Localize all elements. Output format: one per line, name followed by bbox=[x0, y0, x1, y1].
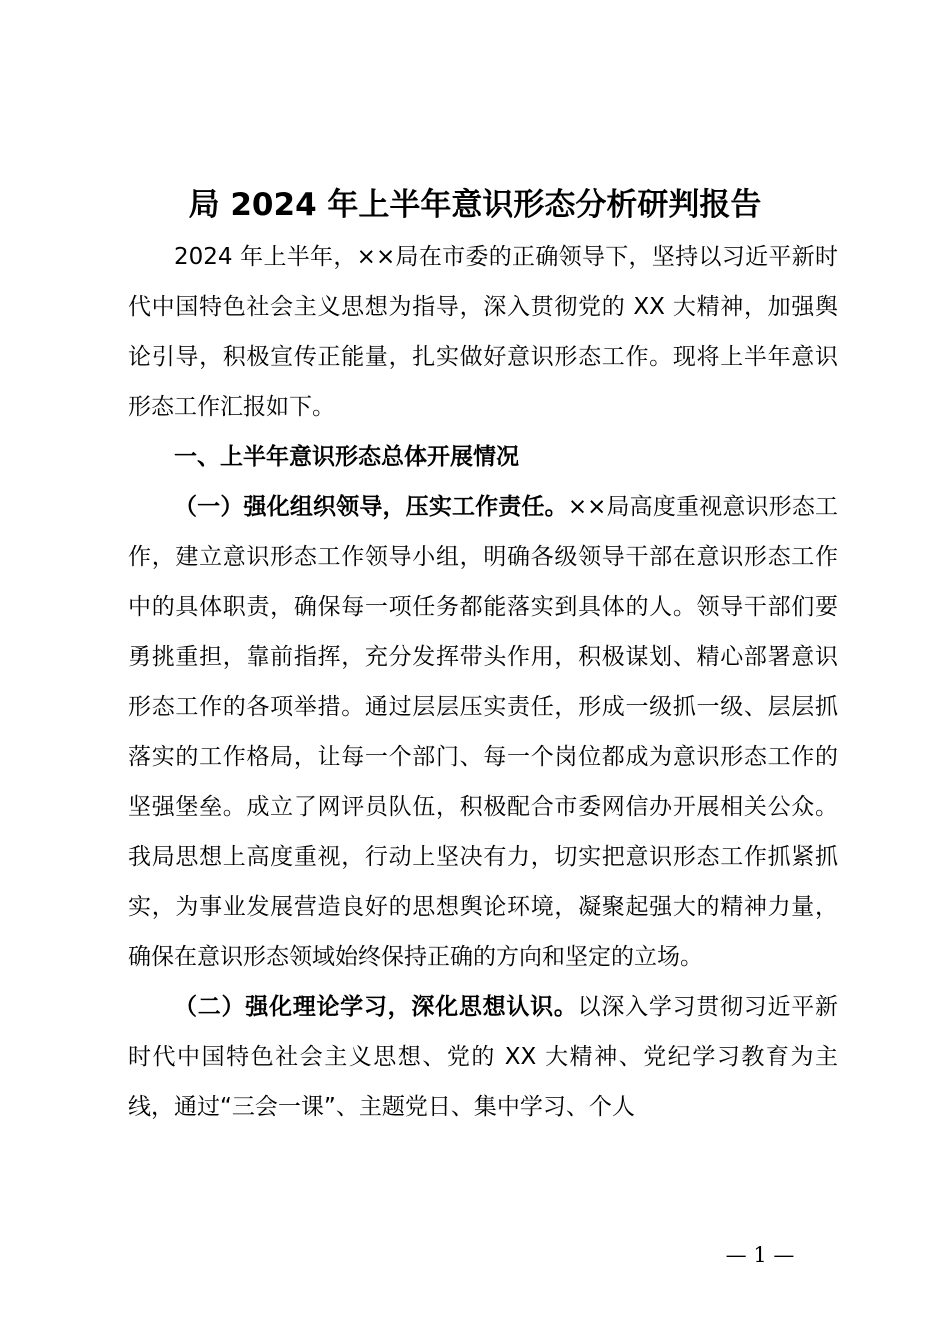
page-number: — 1 — bbox=[725, 1243, 795, 1267]
item-2-text: 以深入学习贯彻习近平新时代中国特色社会主义思想、党的 XX 大精神、党纪学习教育为主线，通过“三会一课”、主题党日、集中学习、个人 bbox=[128, 994, 839, 1120]
item-2-lead: （二）强化理论学习，深化思想认识。 bbox=[174, 994, 578, 1020]
section-heading: 一、上半年意识形态总体开展情况 bbox=[174, 444, 519, 470]
item-1-text: ××局高度重视意识形态工作，建立意识形态工作领导小组，明确各级领导干部在意识形态工作中的具体职责，确保每一项任务都能落实到具体的人。领导干部们要勇挑重担，靠前指挥，充分发挥带头作用，积极谋划、精心部署意识形态工作的各项举措。通过层层压实责任，形成一级抓一级、层层抓落实的工作格局，让每一个部门、每一个岗位都成为意识形态工作的坚强堡垒。成立了网评员队伍，积极配合市委网信办开展相关公众。我局思想上高度重视，行动上坚决有力，切实把意识形态工作抓紧抓实，为事业发展营造良好的思想舆论环境，凝聚起强大的精神力量，确保在意识形态领域始终保持正确的方向和坚定的立场。 bbox=[128, 494, 839, 970]
paragraph-item-2 bbox=[128, 982, 838, 1132]
item-1-lead: （一）强化组织领导，压实工作责任。 bbox=[174, 494, 568, 520]
document-title: 局 2024 年上半年意识形态分析研判报告 bbox=[188, 187, 762, 223]
paragraph-item-1 bbox=[128, 482, 838, 982]
intro-paragraph: 2024 年上半年，××局在市委的正确领导下，坚持以习近平新时代中国特色社会主义思想为指导，深入贯彻党的 XX 大精神，加强舆论引导，积极宣传正能量，扎实做好意识形态工作。现将上半年意识形态工作汇报如下。 bbox=[128, 244, 838, 420]
document-body bbox=[128, 232, 838, 1132]
